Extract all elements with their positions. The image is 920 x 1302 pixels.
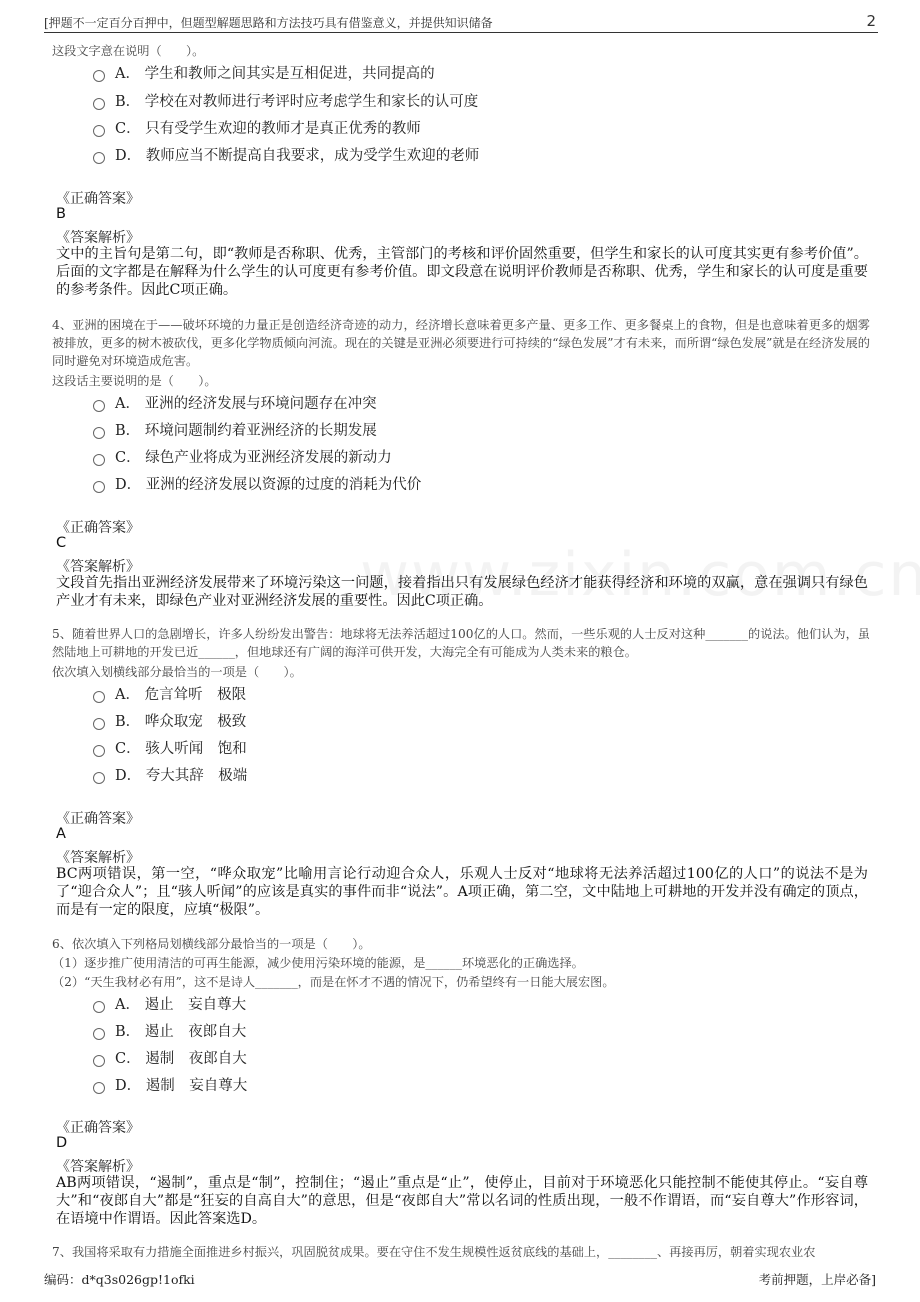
q6-option-d[interactable]: D． 遏制 妄自尊大 bbox=[93, 1076, 247, 1096]
q5-option-d[interactable]: D． 夸大其辞 极端 bbox=[93, 766, 247, 786]
q3-stem: 这段文字意在说明（ ）。 bbox=[52, 44, 205, 58]
q4-answer: C bbox=[56, 535, 67, 551]
q3-answer-label: 《正确答案》 bbox=[56, 191, 140, 207]
q5-answer-label: 《正确答案》 bbox=[56, 811, 140, 827]
radio-icon[interactable] bbox=[93, 1028, 105, 1040]
page-number: 2 bbox=[866, 12, 876, 30]
radio-icon[interactable] bbox=[93, 1055, 105, 1067]
q6-stem: 6、依次填入下列格局划横线部分最恰当的一项是（ ）。 bbox=[52, 937, 371, 951]
radio-icon[interactable] bbox=[93, 98, 105, 110]
radio-icon[interactable] bbox=[93, 772, 105, 784]
radio-icon[interactable] bbox=[93, 152, 105, 164]
q6-sub1: （1）逐步推广使用清洁的可再生能源，减少使用污染环境的能源，是______环境恶化的正确选择。 bbox=[52, 956, 584, 970]
q3-answer: B bbox=[56, 206, 66, 222]
q4-question: 这段话主要说明的是（ ）。 bbox=[52, 374, 217, 388]
page-header bbox=[44, 12, 878, 33]
q7-stem: 7、我国将采取有力措施全面推进乡村振兴，巩固脱贫成果。要在守住不发生规模性返贫底线的基础上，________、再接再厉，朝着实现农业农 bbox=[52, 1245, 816, 1259]
q6-answer-label: 《正确答案》 bbox=[56, 1120, 140, 1136]
radio-icon[interactable] bbox=[93, 125, 105, 137]
q4-analysis-label: 《答案解析》 bbox=[56, 559, 140, 575]
radio-icon[interactable] bbox=[93, 1001, 105, 1013]
radio-icon[interactable] bbox=[93, 400, 105, 412]
q6-analysis: AB两项错误，“遏制”，重点是“制”，控制住；“遏止”重点是“止”，使停止，目前对于环境恶化只能控制不能使其停止。“妄自尊大”和“夜郎自大”都是“狂妄的自高自大”的意思，但是“夜郎自大”常以名词的性质出现，一般不作谓语，而“妄自尊大”作形容词，在语境中作谓语。因此答案选D。 bbox=[56, 1175, 869, 1227]
radio-icon[interactable] bbox=[93, 454, 105, 466]
radio-icon[interactable] bbox=[93, 718, 105, 730]
q6-analysis-label: 《答案解析》 bbox=[56, 1159, 140, 1175]
q5-analysis: BC两项错误，第一空，“哗众取宠”比喻用言论行动迎合众人，乐观人士反对“地球将无法养活超过100亿的人口”的说法不是为了“迎合众人”；且“骇人听闻”的应该是真实的事件而非“说法”。A项正确，第二空，文中陆地上可耕地的开发并没有确定的顶点，而是有一定的限度，应填“极限”。 bbox=[56, 866, 868, 918]
q5-option-b[interactable]: B． 哗众取宠 极致 bbox=[93, 712, 246, 732]
q3-option-a[interactable]: A． 学生和教师之间其实是互相促进，共同提高的 bbox=[93, 64, 435, 84]
q3-option-b[interactable]: B． 学校在对教师进行考评时应考虑学生和家长的认可度 bbox=[93, 92, 478, 112]
footer-slogan: 考前押题，上岸必备] bbox=[758, 1272, 876, 1287]
q5-answer: A bbox=[56, 826, 66, 842]
radio-icon[interactable] bbox=[93, 691, 105, 703]
q4-stem: 4、亚洲的困境在于——破坏环境的力量正是创造经济奇迹的动力，经济增长意味着更多产量、更多工作、更多餐桌上的食物，但是也意味着更多的烟雾被排放，更多的树木被砍伐，更多化学物质倾向河流。现在的关键是亚洲必须要进行可持续的“绿色发展”才有未来，而所谓“绿色发展”就是在经济发展的同时避免对环境造成危害。 bbox=[52, 318, 870, 368]
q5-analysis-label: 《答案解析》 bbox=[56, 850, 140, 866]
footer-code: 编码：d*q3s026gp!1ofki bbox=[44, 1272, 195, 1287]
q6-answer: D bbox=[56, 1135, 68, 1151]
q3-option-c[interactable]: C． 只有受学生欢迎的教师才是真正优秀的教师 bbox=[93, 119, 421, 139]
radio-icon[interactable] bbox=[93, 481, 105, 493]
q4-analysis: 文段首先指出亚洲经济发展带来了环境污染这一问题，接着指出只有发展绿色经济才能获得经济和环境的双赢，意在强调只有绿色产业才有未来，即绿色产业对亚洲经济发展的重要性。因此C项正确。 bbox=[56, 575, 868, 609]
q3-option-d[interactable]: D． 教师应当不断提高自我要求，成为受学生欢迎的老师 bbox=[93, 146, 479, 166]
q4-option-a[interactable]: A． 亚洲的经济发展与环境问题存在冲突 bbox=[93, 394, 377, 414]
q6-option-b[interactable]: B． 遏止 夜郎自大 bbox=[93, 1022, 246, 1042]
q4-answer-label: 《正确答案》 bbox=[56, 520, 140, 536]
radio-icon[interactable] bbox=[93, 427, 105, 439]
radio-icon[interactable] bbox=[93, 745, 105, 757]
q6-option-a[interactable]: A． 遏止 妄自尊大 bbox=[93, 995, 246, 1015]
q4-option-b[interactable]: B． 环境问题制约着亚洲经济的长期发展 bbox=[93, 421, 377, 441]
q4-option-c[interactable]: C． 绿色产业将成为亚洲经济发展的新动力 bbox=[93, 448, 392, 468]
q4-option-d[interactable]: D． 亚洲的经济发展以资源的过度的消耗为代价 bbox=[93, 475, 421, 495]
q5-option-a[interactable]: A． 危言耸听 极限 bbox=[93, 685, 246, 705]
q6-option-c[interactable]: C． 遏制 夜郎自大 bbox=[93, 1049, 247, 1069]
q3-analysis-label: 《答案解析》 bbox=[56, 230, 140, 246]
q3-analysis: 文中的主旨句是第二句，即“教师是否称职、优秀，主管部门的考核和评价固然重要，但学生和家长的认可度其实更有参考价值”。后面的文字都是在解释为什么学生的认可度更有参考价值。即文段意在说明评价教师是否称职、优秀，学生和家长的认可度是重要的参考条件。因此C项正确。 bbox=[56, 246, 868, 298]
q5-question: 依次填入划横线部分最恰当的一项是（ ）。 bbox=[52, 665, 302, 679]
radio-icon[interactable] bbox=[93, 1082, 105, 1094]
q5-option-c[interactable]: C． 骇人听闻 饱和 bbox=[93, 739, 247, 759]
q6-sub2: （2）“天生我材必有用”，这不是诗人_______，而是在怀才不遇的情况下，仍希望终有一日能大展宏图。 bbox=[52, 975, 615, 989]
q5-stem: 5、随着世界人口的急剧增长，许多人纷纷发出警告：地球将无法养活超过100亿的人口。然而，一些乐观的人士反对这种_______的说法。他们认为，虽然陆地上可耕地的开发已近______，但地球还有广阔的海洋可供开发，大海完全有可能成为人类未来的粮仓。 bbox=[52, 627, 870, 659]
radio-icon[interactable] bbox=[93, 70, 105, 82]
header-text: [押题不一定百分百押中，但题型解题思路和方法技巧具有借鉴意义，并提供知识储备 bbox=[44, 16, 493, 30]
